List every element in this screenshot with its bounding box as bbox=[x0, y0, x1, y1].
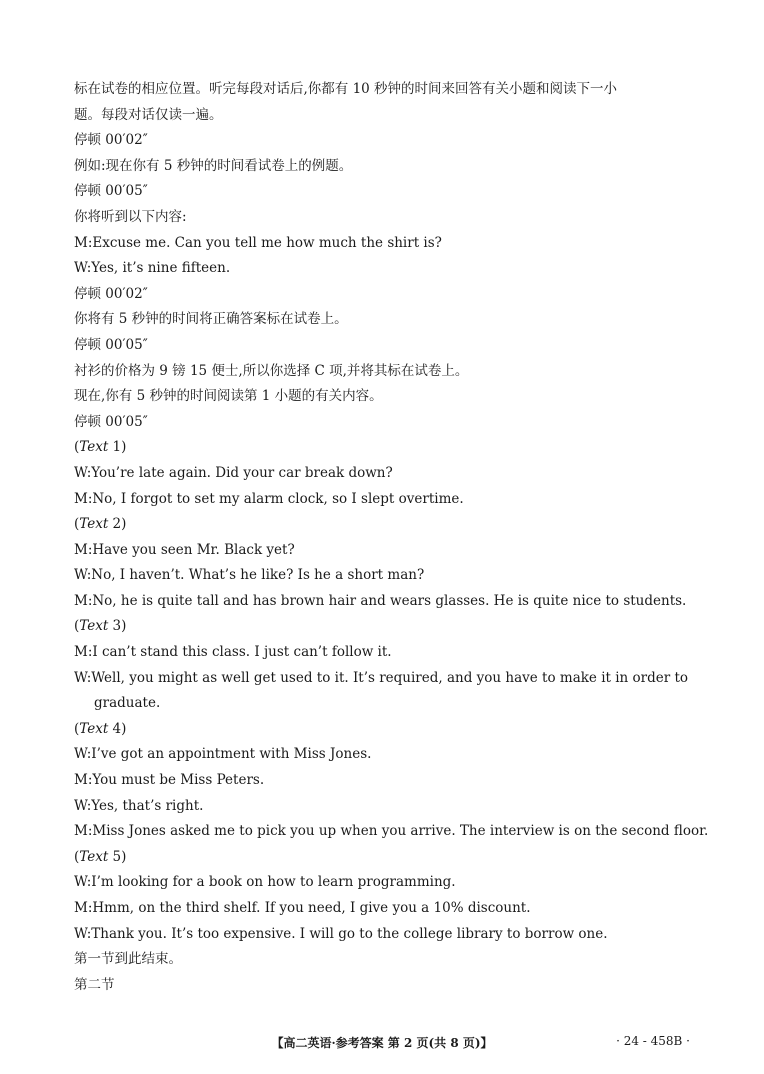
dialogue-line: W:You’re late again. Did your car break down? bbox=[74, 464, 393, 481]
section-heading: 第二节 bbox=[74, 976, 115, 993]
dialogue-line: M:No, he is quite tall and has brown hair and wears glasses. He is quite nice to students. bbox=[74, 592, 687, 609]
paragraph-line: 例如:现在你有 5 秒钟的时间看试卷上的例题。 bbox=[74, 157, 353, 174]
text-label: (Text 2) bbox=[74, 516, 127, 533]
dialogue-line: M:Have you seen Mr. Black yet? bbox=[74, 541, 295, 558]
text-label: (Text 5) bbox=[74, 848, 127, 865]
dialogue-line: W:I’m looking for a book on how to learn programming. bbox=[74, 874, 456, 891]
dialogue-line: M:I can’t stand this class. I just can’t follow it. bbox=[74, 644, 392, 661]
footer-title: 【高二英语·参考答案 第 2 页(共 8 页)】 bbox=[271, 1036, 493, 1050]
pause-marker: 停顿 00′02″ bbox=[74, 285, 148, 302]
document-body bbox=[74, 77, 709, 998]
dialogue-line: W:No, I haven’t. What’s he like? Is he a short man? bbox=[74, 567, 425, 584]
dialogue-line: M:Miss Jones asked me to pick you up when you arrive. The interview is on the second floor. bbox=[74, 823, 709, 840]
pause-marker: 停顿 00′05″ bbox=[74, 183, 148, 200]
paragraph-line: 你将听到以下内容: bbox=[74, 208, 187, 225]
dialogue-continuation: graduate. bbox=[94, 695, 161, 712]
paragraph-line: 题。每段对话仅读一遍。 bbox=[74, 106, 223, 123]
paragraph-line: 衬衫的价格为 9 镑 15 便士,所以你选择 C 项,并将其标在试卷上。 bbox=[74, 362, 469, 379]
dialogue-line: M:No, I forgot to set my alarm clock, so I slept overtime. bbox=[74, 490, 464, 507]
paragraph-line: 现在,你有 5 秒钟的时间阅读第 1 小题的有关内容。 bbox=[74, 388, 383, 405]
dialogue-line: M:Excuse me. Can you tell me how much the shirt is? bbox=[74, 234, 442, 251]
text-label: (Text 4) bbox=[74, 720, 127, 737]
dialogue-line: M:You must be Miss Peters. bbox=[74, 772, 265, 789]
dialogue-line: W:Thank you. It’s too expensive. I will go to the college library to borrow one. bbox=[74, 925, 608, 942]
text-label: (Text 3) bbox=[74, 618, 127, 635]
dialogue-line: W:Yes, that’s right. bbox=[74, 797, 204, 814]
pause-marker: 停顿 00′05″ bbox=[74, 336, 148, 353]
footer-code: · 24 - 458B · bbox=[616, 1034, 690, 1048]
page-footer bbox=[0, 1034, 764, 1054]
pause-marker: 停顿 00′05″ bbox=[74, 413, 148, 430]
dialogue-line: W:I’ve got an appointment with Miss Jones. bbox=[74, 746, 372, 763]
dialogue-line: W:Well, you might as well get used to it. It’s required, and you have to make it in order to bbox=[74, 669, 689, 686]
section-end: 第一节到此结束。 bbox=[74, 951, 182, 968]
pause-marker: 停顿 00′02″ bbox=[74, 132, 148, 149]
text-label: (Text 1) bbox=[74, 439, 127, 456]
dialogue-line: M:Hmm, on the third shelf. If you need, I give you a 10% discount. bbox=[74, 900, 531, 916]
paragraph-line: 你将有 5 秒钟的时间将正确答案标在试卷上。 bbox=[74, 311, 348, 328]
dialogue-line: W:Yes, it’s nine fifteen. bbox=[74, 260, 231, 277]
paragraph-line: 标在试卷的相应位置。听完每段对话后,你都有 10 秒钟的时间来回答有关小题和阅读下一小 bbox=[74, 81, 618, 97]
